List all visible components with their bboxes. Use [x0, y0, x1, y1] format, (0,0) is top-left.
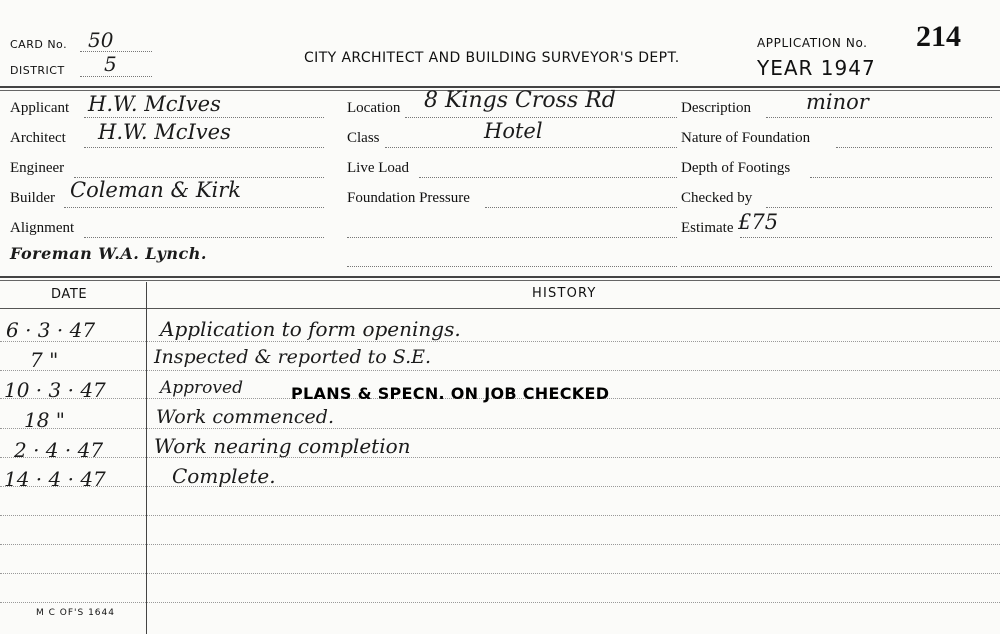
alignment-label: Alignment	[10, 220, 75, 236]
history-entry: Inspected & reported to S.E.	[154, 346, 432, 368]
depth-of-footings-label: Depth of Footings	[681, 160, 791, 176]
nature-of-foundation-label: Nature of Foundation	[681, 130, 811, 146]
applicant-label: Applicant	[10, 100, 70, 116]
location-label: Location	[347, 100, 401, 116]
history-date: 14 · 4 · 47	[4, 467, 106, 491]
estimate-value: £75	[738, 210, 779, 234]
history-entry: Work nearing completion	[154, 434, 411, 458]
description-label: Description	[681, 100, 751, 116]
engineer-label: Engineer	[10, 160, 65, 176]
history-entry: Complete.	[172, 464, 276, 488]
class-label: Class	[347, 130, 380, 146]
application-number: 214	[916, 20, 961, 53]
foundation-pressure-label: Foundation Pressure	[347, 190, 470, 206]
location-value: 8 Kings Cross Rd	[424, 88, 616, 113]
architect-label: Architect	[10, 130, 66, 146]
description-value: minor	[806, 90, 869, 114]
date-column-header: DATE	[51, 287, 88, 302]
history-date: 7 "	[30, 348, 59, 372]
history-entry: Application to form openings.	[160, 317, 461, 341]
history-date: 18 "	[24, 408, 66, 432]
form-code: M C OF'S 1644	[36, 608, 115, 618]
approval-stamp: PLANS & SPECN. ON JOB CHECKED	[291, 384, 610, 403]
history-date: 6 · 3 · 47	[6, 318, 96, 342]
checked-by-label: Checked by	[681, 190, 753, 206]
architect-value: H.W. McIves	[98, 120, 231, 144]
applicant-value: H.W. McIves	[88, 92, 221, 116]
builder-value: Coleman & Kirk	[70, 178, 242, 202]
district-value: 5	[104, 52, 117, 76]
application-label: APPLICATION No.	[757, 36, 868, 50]
history-column-header: HISTORY	[532, 286, 597, 301]
live-load-label: Live Load	[347, 160, 410, 176]
foreman-note: Foreman W.A. Lynch.	[10, 244, 207, 263]
card-no-value: 50	[88, 28, 114, 52]
history-entry: Work commenced.	[156, 406, 334, 428]
builder-label: Builder	[10, 190, 55, 206]
history-date: 10 · 3 · 47	[4, 378, 106, 402]
class-value: Hotel	[484, 119, 543, 143]
dept-title: CITY ARCHITECT AND BUILDING SURVEYOR'S DEPT.	[304, 50, 680, 66]
history-date: 2 · 4 · 47	[14, 438, 104, 462]
district-label: DISTRICT	[10, 64, 65, 77]
card-no-label: CARD No.	[10, 38, 68, 51]
year-label: YEAR 1947	[757, 56, 876, 80]
estimate-label: Estimate	[681, 220, 734, 236]
history-entry: Approved	[160, 378, 243, 398]
